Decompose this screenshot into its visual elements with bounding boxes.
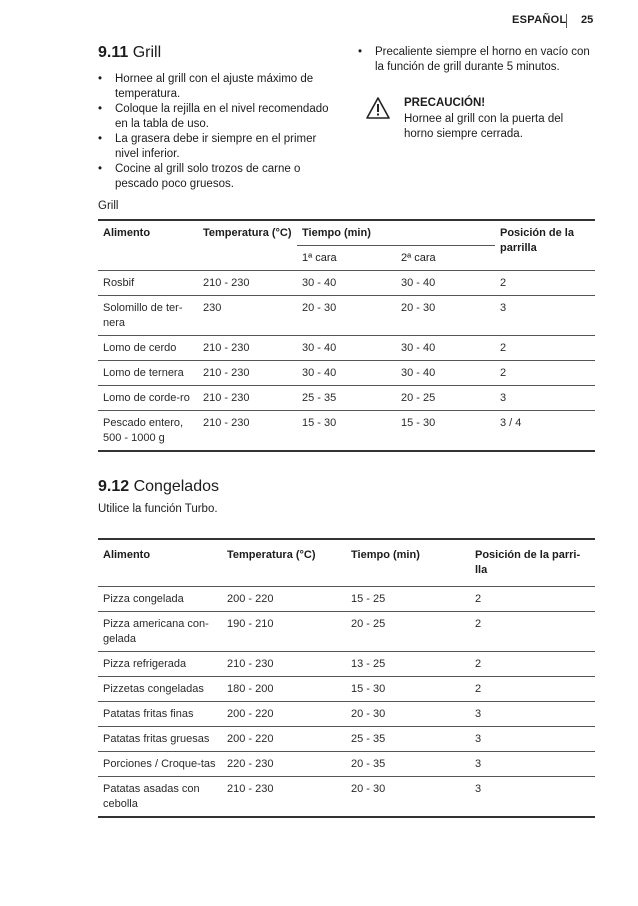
cell-food: Patatas asadas con cebolla: [98, 777, 222, 818]
grill-right-bullet-list: [358, 45, 598, 75]
table-caption: Grill: [98, 200, 119, 212]
cell-position: 3: [470, 727, 595, 752]
cell-temperature: 210 - 230: [198, 336, 297, 361]
cell-food: Lomo de ternera: [98, 361, 198, 386]
cell-time-side2: 30 - 40: [396, 271, 495, 296]
cell-temperature: 230: [198, 296, 297, 336]
section-title: Congelados: [133, 478, 219, 495]
cell-position: 2: [495, 336, 595, 361]
column-header-food: Alimento: [98, 220, 198, 271]
cell-time: 20 - 30: [346, 702, 470, 727]
section-grill-heading: [98, 44, 161, 62]
cell-position: 3: [470, 777, 595, 818]
table-row: [98, 677, 595, 702]
cell-food: Lomo de corde-ro: [98, 386, 198, 411]
section-number: 9.11: [98, 44, 129, 61]
table-row: [98, 587, 595, 612]
cell-time-side1: 30 - 40: [297, 336, 396, 361]
cell-temperature: 210 - 230: [222, 652, 346, 677]
table-row: [98, 296, 595, 336]
cell-time-side1: 30 - 40: [297, 361, 396, 386]
cell-position: 2: [470, 652, 595, 677]
cell-food: Pizza refrigerada: [98, 652, 222, 677]
warning-text: Hornee al grill con la puerta del horno siempre cerrada.: [404, 113, 564, 140]
cell-position: 3: [470, 702, 595, 727]
cell-time: 20 - 25: [346, 612, 470, 652]
list-item: • Cocine al grill solo trozos de carne o pescado poco gruesos.: [98, 163, 301, 190]
cell-temperature: 180 - 200: [222, 677, 346, 702]
table-row: [98, 336, 595, 361]
grill-bullet-list: [98, 72, 336, 192]
cell-temperature: 210 - 230: [198, 361, 297, 386]
list-item: • Precaliente siempre el horno en vacío con la función de grill durante 5 minutos.: [358, 46, 590, 73]
page-number: 25: [581, 14, 594, 26]
cell-position: 2: [495, 271, 595, 296]
cell-temperature: 190 - 210: [222, 612, 346, 652]
cell-time: 25 - 35: [346, 727, 470, 752]
cell-time-side1: 15 - 30: [297, 411, 396, 452]
cell-time-side2: 15 - 30: [396, 411, 495, 452]
cell-position: 3 / 4: [495, 411, 595, 452]
cell-time: 20 - 30: [346, 777, 470, 818]
cell-position: 3: [470, 752, 595, 777]
cell-time-side1: 30 - 40: [297, 271, 396, 296]
list-item: • La grasera debe ir siempre en el primer nivel inferior.: [98, 133, 317, 160]
cell-time: 15 - 25: [346, 587, 470, 612]
column-header-time: Tiempo (min): [297, 220, 495, 246]
cell-food: Patatas fritas gruesas: [98, 727, 222, 752]
column-header-position: Posición de la parri-lla: [470, 539, 595, 587]
header-divider: [566, 14, 567, 28]
cell-position: 2: [470, 612, 595, 652]
cell-food: Patatas fritas finas: [98, 702, 222, 727]
cell-food: Pizzetas congeladas: [98, 677, 222, 702]
running-header-language: ESPAÑOL: [512, 14, 567, 26]
cell-time-side1: 25 - 35: [297, 386, 396, 411]
column-header-temperature: Temperatura (°C): [222, 539, 346, 587]
column-header-side2: 2ª cara: [396, 246, 495, 271]
cell-food: Pizza congelada: [98, 587, 222, 612]
column-header-side1: 1ª cara: [297, 246, 396, 271]
table-row: [98, 727, 595, 752]
cell-temperature: 200 - 220: [222, 587, 346, 612]
cell-position: 3: [495, 296, 595, 336]
cell-time-side2: 30 - 40: [396, 336, 495, 361]
section-title: Grill: [132, 44, 162, 61]
cell-position: 2: [495, 361, 595, 386]
frozen-table: [98, 538, 595, 818]
cell-time: 15 - 30: [346, 677, 470, 702]
section-number: 9.12: [98, 478, 130, 495]
cell-time-side2: 20 - 25: [396, 386, 495, 411]
table-row: [98, 702, 595, 727]
cell-time-side1: 20 - 30: [297, 296, 396, 336]
table-row: [98, 386, 595, 411]
cell-position: 3: [495, 386, 595, 411]
cell-food: Rosbif: [98, 271, 198, 296]
cell-temperature: 200 - 220: [222, 702, 346, 727]
cell-temperature: 210 - 230: [198, 411, 297, 452]
table-row: [98, 612, 595, 652]
list-item: • Hornee al grill con el ajuste máximo de temperatura.: [98, 73, 314, 100]
section-intro: Utilice la función Turbo.: [98, 503, 218, 515]
column-header-time: Tiempo (min): [346, 539, 470, 587]
column-header-position: Posición de la parrilla: [495, 220, 595, 271]
table-row: [98, 411, 595, 452]
cell-position: 2: [470, 587, 595, 612]
table-row: [98, 777, 595, 818]
cell-time-side2: 20 - 30: [396, 296, 495, 336]
cell-food: Pescado entero, 500 - 1000 g: [98, 411, 198, 452]
cell-temperature: 200 - 220: [222, 727, 346, 752]
cell-temperature: 220 - 230: [222, 752, 346, 777]
warning-title: PRECAUCIÓN!: [404, 97, 486, 109]
cell-food: Pizza americana con-gelada: [98, 612, 222, 652]
cell-position: 2: [470, 677, 595, 702]
column-header-temperature: Temperatura (°C): [198, 220, 297, 271]
cell-food: Solomillo de ter-nera: [98, 296, 198, 336]
cell-time: 20 - 35: [346, 752, 470, 777]
table-row: [98, 652, 595, 677]
warning-triangle-icon: [366, 97, 390, 119]
table-row: [98, 752, 595, 777]
cell-temperature: 210 - 230: [222, 777, 346, 818]
grill-table: [98, 219, 595, 452]
table-row: [98, 271, 595, 296]
cell-time-side2: 30 - 40: [396, 361, 495, 386]
section-frozen-heading: [98, 478, 219, 496]
cell-temperature: 210 - 230: [198, 271, 297, 296]
cell-food: Porciones / Croque-tas: [98, 752, 222, 777]
cell-temperature: 210 - 230: [198, 386, 297, 411]
cell-food: Lomo de cerdo: [98, 336, 198, 361]
column-header-food: Alimento: [98, 539, 222, 587]
list-item: • Coloque la rejilla en el nivel recomendado en la tabla de uso.: [98, 103, 329, 130]
table-row: [98, 361, 595, 386]
cell-time: 13 - 25: [346, 652, 470, 677]
